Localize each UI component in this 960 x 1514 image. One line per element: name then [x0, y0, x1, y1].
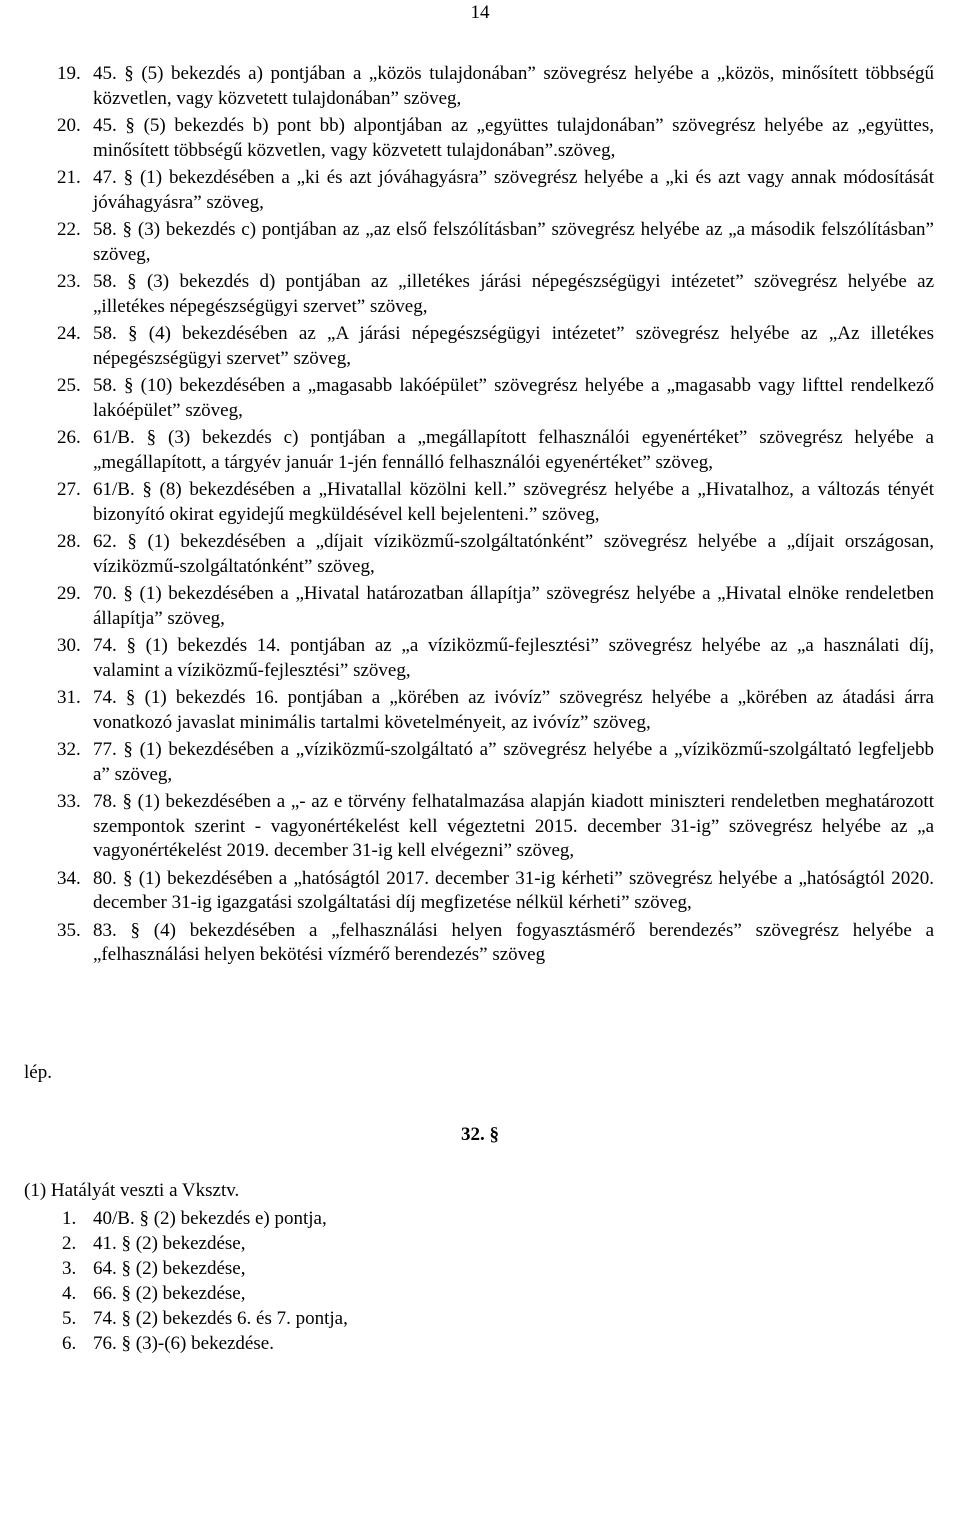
item-number: 26. [57, 427, 81, 448]
item-text: 74. § (1) bekezdés 16. pontjában a „körében az ivóvíz” szövegrész helyébe a „körében az átadási árra vonatkozó javaslat minimális tartalmi követelményeit, az ivóvíz” szöveg, [93, 687, 934, 733]
item-text: 66. § (2) bekezdése, [93, 1283, 246, 1304]
item-text: 83. § (4) bekezdésében a „felhasználási helyen fogyasztásmérő berendezés” szövegrész helyébe a „felhasználási helyen bekötési vízmérő berendezés” szöveg [93, 919, 934, 965]
item-number: 21. [57, 167, 81, 188]
item-number: 35. [57, 919, 81, 941]
item-number: 23. [57, 271, 81, 292]
item-text: 61/B. § (3) bekezdés c) pontjában a „megállapított felhasználói egyenértéket” szövegrész helyébe a „megállapított, a tárgyév január 1-jén fennálló felhasználói egyenértéket” szöveg, [93, 427, 934, 473]
list-item [0, 218, 960, 267]
item-text: 40/B. § (2) bekezdés e) pontja, [93, 1208, 327, 1229]
list-item [0, 1206, 960, 1231]
item-number: 6. [62, 1333, 77, 1354]
item-number: 28. [57, 531, 81, 552]
item-number: 32. [57, 739, 81, 760]
list-item [0, 1231, 960, 1256]
item-text: 74. § (1) bekezdés 14. pontjában az „a víziközmű-fejlesztési” szövegrész helyébe az „a használati díj, valamint a víziközmű-fejlesztési” szöveg, [93, 635, 934, 681]
list-item [0, 1331, 960, 1356]
list-item [0, 62, 960, 111]
item-number: 25. [57, 375, 81, 396]
list-item [0, 738, 960, 787]
list-item [0, 634, 960, 683]
item-text: 58. § (4) bekezdésében az „A járási népegészségügyi intézetet” szövegrész helyébe az „Az illetékes népegészségügyi szervet” szöveg, [93, 323, 934, 369]
item-text: 74. § (2) bekezdés 6. és 7. pontja, [93, 1308, 348, 1329]
item-text: 77. § (1) bekezdésében a „víziközmű-szolgáltató a” szövegrész helyébe a „víziközmű-szolgáltató legfeljebb a” szöveg, [93, 739, 934, 785]
list-item [0, 582, 960, 631]
lep-text: lép. [24, 1062, 52, 1083]
section-heading: 32. § [461, 1124, 499, 1145]
list-item [0, 919, 960, 968]
list-item [0, 374, 960, 423]
item-text: 78. § (1) bekezdésében a „- az e törvény felhatalmazása alapján kiadott miniszteri rendeletben meghatározott szempontok szerint - vagyonértékelést kell végeztetni 2015. december 31-ig” szövegrész helyébe az „a vagyonértékelést 2019. december 31-ig kell elvégezni” szöveg, [93, 791, 934, 861]
list-item [0, 478, 960, 527]
item-number: 27. [57, 479, 81, 500]
item-number: 2. [62, 1233, 77, 1254]
item-text: 45. § (5) bekezdés b) pont bb) alpontjában az „együttes tulajdonában” szövegrész helyébe az „együttes, minősített többségű közvetlen, vagy közvetett tulajdonában”.szöveg, [93, 115, 934, 161]
list-item [0, 114, 960, 163]
item-number: 31. [57, 687, 81, 708]
list-item [0, 426, 960, 475]
item-text: 76. § (3)-(6) bekezdése. [93, 1333, 274, 1354]
list-item [0, 322, 960, 371]
item-text: 45. § (5) bekezdés a) pontjában a „közös tulajdonában” szövegrész helyébe a „közös, minősített többségű közvetlen, vagy közvetett tulajdonában” szöveg, [93, 63, 934, 109]
item-text: 80. § (1) bekezdésében a „hatóságtól 2017. december 31-ig kérheti” szövegrész helyébe a „hatóságtól 2020. december 31-ig igazgatási szolgáltatási díj megfizetése nélkül kérheti” szöveg, [93, 867, 934, 913]
item-number: 22. [57, 219, 81, 240]
item-number: 34. [57, 867, 81, 889]
page-number: 14 [470, 2, 490, 23]
list-item [0, 686, 960, 735]
item-text: 58. § (3) bekezdés d) pontjában az „illetékes járási népegészségügyi intézetet” szövegrész helyébe az „illetékes népegészségügyi szervet” szöveg, [93, 271, 934, 317]
repeal-list [0, 1206, 960, 1356]
item-text: 64. § (2) bekezdése, [93, 1258, 246, 1279]
list-item [0, 867, 960, 916]
item-number: 30. [57, 635, 81, 656]
list-item [0, 270, 960, 319]
item-text: 62. § (1) bekezdésében a „díjait víziközmű-szolgáltatónként” szövegrész helyébe a „díjait országosan, víziközmű-szolgáltatónként” szöveg, [93, 531, 934, 577]
item-number: 20. [57, 115, 81, 136]
list-item [0, 530, 960, 579]
list-item [0, 1281, 960, 1306]
item-text: 41. § (2) bekezdése, [93, 1233, 246, 1254]
item-text: 47. § (1) bekezdésében a „ki és azt jóváhagyásra” szövegrész helyébe a „ki és azt vagy annak módosítását jóváhagyásra” szöveg, [93, 167, 934, 213]
item-number: 33. [57, 791, 81, 812]
item-text: 61/B. § (8) bekezdésében a „Hivatallal közölni kell.” szövegrész helyébe a „Hivatalhoz, a változás tényét bizonyító okirat egyidejű megküldésével kell bejelenteni.” szöveg, [93, 479, 934, 525]
item-number: 1. [62, 1208, 77, 1229]
list-item [0, 1306, 960, 1331]
item-number: 4. [62, 1283, 77, 1304]
item-text: 58. § (10) bekezdésében a „magasabb lakóépület” szövegrész helyébe a „magasabb vagy lifttel rendelkező lakóépület” szöveg, [93, 375, 934, 421]
item-number: 3. [62, 1258, 77, 1279]
item-number: 5. [62, 1308, 77, 1329]
amendment-list [0, 62, 960, 971]
item-text: 70. § (1) bekezdésében a „Hivatal határozatban állapítja” szövegrész helyébe a „Hivatal elnöke rendeletben állapítja” szöveg, [93, 583, 934, 629]
paragraph-intro: (1) Hatályát veszti a Vksztv. [24, 1180, 240, 1201]
item-number: 19. [57, 63, 81, 84]
item-text: 58. § (3) bekezdés c) pontjában az „az első felszólításban” szövegrész helyébe az „a második felszólításban” szöveg, [93, 219, 934, 265]
item-number: 29. [57, 583, 81, 604]
list-item [0, 166, 960, 215]
list-item [0, 790, 960, 864]
item-number: 24. [57, 323, 81, 344]
list-item [0, 1256, 960, 1281]
